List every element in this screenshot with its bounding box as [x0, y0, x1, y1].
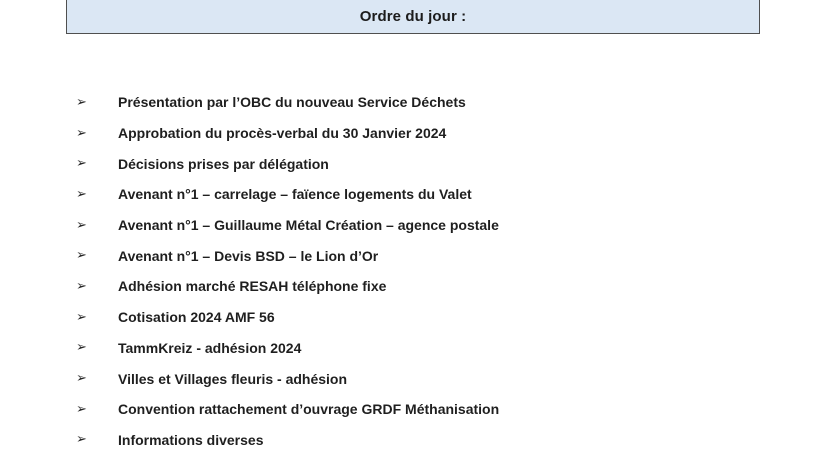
agenda-list: [76, 87, 499, 455]
list-item: [76, 302, 499, 333]
agenda-item-text: Cotisation 2024 AMF 56: [118, 309, 275, 326]
list-item: [76, 210, 499, 241]
list-item: [76, 394, 499, 425]
arrow-bullet-icon: ➢: [76, 217, 87, 233]
arrow-bullet-icon: ➢: [76, 432, 87, 448]
list-item: [76, 240, 499, 271]
arrow-bullet-icon: ➢: [76, 125, 87, 141]
agenda-item-text: Avenant n°1 – Guillaume Métal Création – agence postale: [118, 217, 499, 234]
arrow-bullet-icon: ➢: [76, 401, 87, 417]
agenda-item-text: Convention rattachement d’ouvrage GRDF Méthanisation: [118, 401, 500, 418]
list-item: [76, 87, 499, 118]
agenda-item-text: Décisions prises par délégation: [118, 155, 329, 172]
agenda-item-text: Avenant n°1 – Devis BSD – le Lion d’Or: [118, 247, 379, 264]
list-item: [76, 118, 499, 149]
arrow-bullet-icon: ➢: [76, 94, 87, 110]
arrow-bullet-icon: ➢: [76, 156, 87, 172]
list-item: [76, 333, 499, 364]
agenda-item-text: Villes et Villages fleuris - adhésion: [118, 370, 348, 387]
arrow-bullet-icon: ➢: [76, 309, 87, 325]
list-item: [76, 271, 499, 302]
page-title: Ordre du jour :: [359, 8, 467, 25]
arrow-bullet-icon: ➢: [76, 186, 87, 202]
agenda-title-box: [66, 0, 760, 34]
arrow-bullet-icon: ➢: [76, 371, 87, 387]
agenda-item-text: Informations diverses: [118, 431, 264, 448]
arrow-bullet-icon: ➢: [76, 248, 87, 264]
agenda-item-text: Approbation du procès-verbal du 30 Janvier 2024: [118, 125, 447, 142]
agenda-item-text: Présentation par l’OBC du nouveau Service Déchets: [118, 94, 466, 111]
list-item: [76, 425, 499, 456]
arrow-bullet-icon: ➢: [76, 340, 87, 356]
list-item: [76, 148, 499, 179]
arrow-bullet-icon: ➢: [76, 278, 87, 294]
list-item: [76, 363, 499, 394]
agenda-item-text: Avenant n°1 – carrelage – faïence logements du Valet: [118, 186, 472, 203]
agenda-item-text: Adhésion marché RESAH téléphone fixe: [118, 278, 387, 295]
list-item: [76, 179, 499, 210]
agenda-item-text: TammKreiz - adhésion 2024: [118, 339, 302, 356]
